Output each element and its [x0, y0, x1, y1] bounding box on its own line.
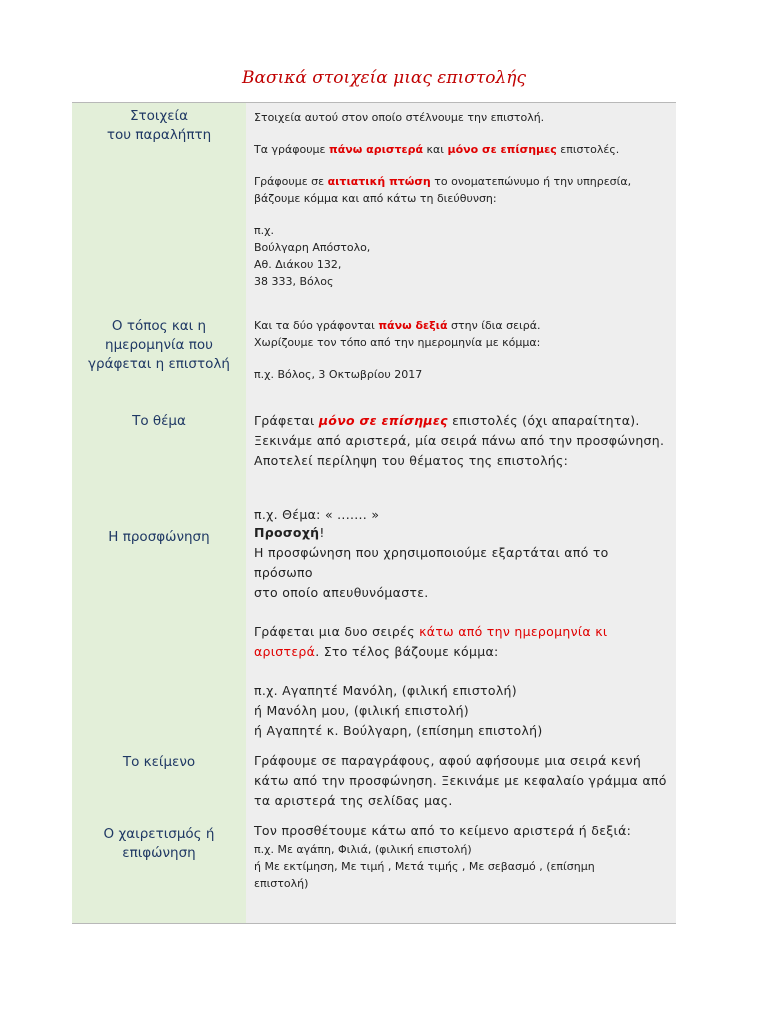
row-label-place-date: Ο τόπος και η ημερομηνία που γράφεται η επιστολή: [88, 318, 230, 372]
row-text-salutation: Προσοχή! Η προσφώνηση που χρησιμοποιούμε εξαρτάται από το πρόσωπο στο οποίο απευθυνόμαστε. Γράφεται μια δυο σειρές κάτω από την ημερομηνία κι αριστερά. Στο τέλος βάζουμε κόμμα: π.χ. Αγαπητέ Μανόλη, (φιλική επιστολή) ή Μανόλη μου, (φιλική επιστολή) ή Αγαπητέ κ. Βούλγαρη, (επίσημη επιστολή): [254, 525, 609, 738]
row-label-closing: Ο χαιρετισμός ή επιφώνηση: [103, 826, 215, 861]
row-text-recipient: Στοιχεία αυτού στον οποίο στέλνουμε την επιστολή. Τα γράφουμε πάνω αριστερά και μόνο σε επίσημες επιστολές. Γράφουμε σε αιτιατική πτώση το ονοματεπώνυμο ή την υπηρεσία, βάζουμε κόμμα και από κάτω τη διεύθυνση: π.χ. Βούλγαρη Απόστολο, Αθ. Διάκου 132, 38 333, Βόλος: [254, 111, 632, 288]
row-text-subject: Γράφεται μόνο σε επίσημες επιστολές (όχι απαραίτητα). Ξεκινάμε από αριστερά, μία σειρά πάνω από την προσφώνηση. Αποτελεί περίληψη του θέματος της επιστολής: π.χ. Θέμα: « ....... »: [254, 413, 665, 522]
label-column: [72, 103, 246, 923]
document-title: Βασικά στοιχεία μιας επιστολής: [242, 68, 526, 88]
row-text-body-text: Γράφουμε σε παραγράφους, αφού αφήσουμε μια σειρά κενή κάτω από την προσφώνηση. Ξεκινάμε με κεφαλαίο γράμμα από τα αριστερά της σελίδας μας.: [254, 753, 667, 808]
row-label-recipient: Στοιχεία του παραλήπτη: [106, 108, 212, 143]
row-label-salutation: Η προσφώνηση: [108, 529, 210, 545]
row-text-closing: Τον προσθέτουμε κάτω από το κείμενο αριστερά ή δεξιά: π.χ. Με αγάπη, Φιλιά, (φιλική επιστολή) ή Με εκτίμηση, Με τιμή , Μετά τιμής , Με σεβασμό , (επίσημη επιστολή): [254, 823, 632, 890]
row-text-place-date: Και τα δύο γράφονται πάνω δεξιά στην ίδια σειρά. Χωρίζουμε τον τόπο από την ημερομηνία με κόμμα: π.χ. Βόλος, 3 Οκτωβρίου 2017: [254, 319, 541, 381]
row-label-body-text: Το κείμενο: [122, 754, 196, 770]
letter-elements-table: [72, 102, 676, 924]
row-label-subject: Το θέμα: [132, 413, 186, 429]
